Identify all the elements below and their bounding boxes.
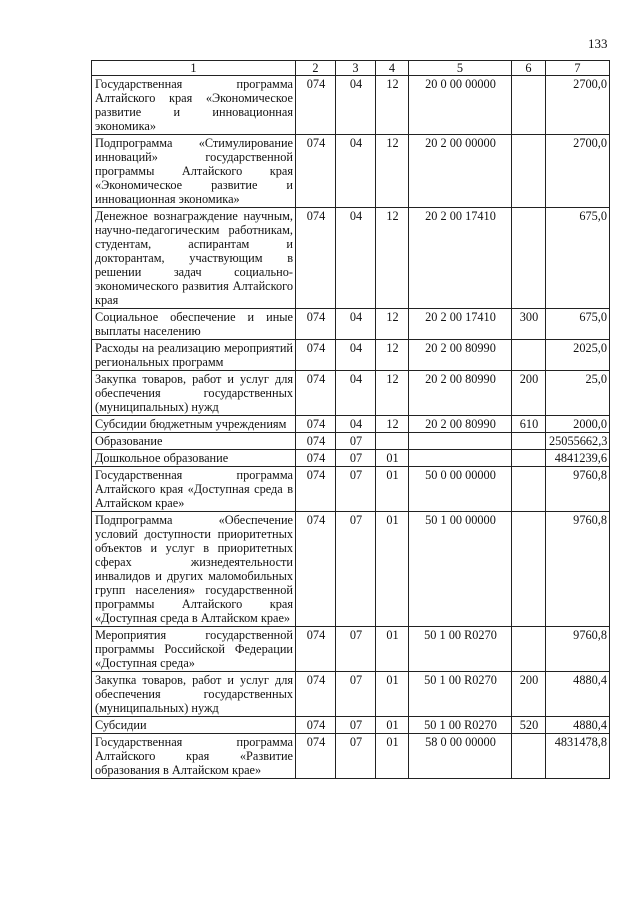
row-ministry: 074 [296,433,336,450]
row-section: 04 [336,309,376,340]
row-ministry: 074 [296,340,336,371]
column-header-amount: 7 [546,61,610,76]
table-row [92,450,610,467]
row-section: 04 [336,371,376,416]
row-target: 20 2 00 80990 [409,416,512,433]
column-header-ministry: 2 [296,61,336,76]
row-amount: 25,0 [546,371,610,416]
row-amount: 2700,0 [546,76,610,135]
row-target: 20 2 00 00000 [409,135,512,208]
row-section: 07 [336,512,376,627]
row-name: Дошкольное образование [92,450,296,467]
row-section: 07 [336,717,376,734]
row-amount: 9760,8 [546,467,610,512]
page-number: 133 [588,36,608,51]
row-section: 07 [336,627,376,672]
row-subsection [376,433,409,450]
row-amount: 675,0 [546,208,610,309]
row-target: 20 2 00 17410 [409,208,512,309]
row-type: 300 [512,309,546,340]
table-row [92,76,610,135]
row-ministry: 074 [296,76,336,135]
table-row [92,717,610,734]
row-ministry: 074 [296,135,336,208]
row-amount: 25055662,3 [546,433,610,450]
table-row [92,135,610,208]
column-header-section: 3 [336,61,376,76]
row-subsection: 01 [376,450,409,467]
row-section: 04 [336,416,376,433]
row-amount: 9760,8 [546,512,610,627]
row-subsection: 12 [376,340,409,371]
row-name: Закупка товаров, работ и услуг для обеспечения государственных (муниципальных) нужд [92,371,296,416]
table-row [92,734,610,779]
row-type [512,433,546,450]
row-section: 07 [336,734,376,779]
row-ministry: 074 [296,512,336,627]
row-amount: 675,0 [546,309,610,340]
row-subsection: 12 [376,135,409,208]
row-type: 200 [512,371,546,416]
row-type [512,627,546,672]
row-type [512,512,546,627]
row-amount: 9760,8 [546,627,610,672]
row-ministry: 074 [296,672,336,717]
row-section: 07 [336,433,376,450]
row-ministry: 074 [296,309,336,340]
column-header-type: 6 [512,61,546,76]
row-type [512,734,546,779]
row-subsection: 01 [376,467,409,512]
table-row [92,672,610,717]
row-target: 50 1 00 R0270 [409,717,512,734]
row-amount: 4880,4 [546,672,610,717]
column-header-target: 5 [409,61,512,76]
row-ministry: 074 [296,467,336,512]
table-row [92,371,610,416]
column-header-subsection: 4 [376,61,409,76]
row-name: Субсидии бюджетным учреждениям [92,416,296,433]
table-row [92,208,610,309]
row-section: 04 [336,76,376,135]
row-name: Подпрограмма «Обеспечение условий доступности приоритетных объектов и услуг в приоритетных сферах жизнедеятельности инвалидов и других маломобильных групп населения» государственной программы Алтайского края «Доступная среда в Алтайском крае» [92,512,296,627]
row-subsection: 01 [376,734,409,779]
row-name: Субсидии [92,717,296,734]
row-target: 50 1 00 00000 [409,512,512,627]
row-section: 04 [336,208,376,309]
row-target: 50 1 00 R0270 [409,627,512,672]
row-name: Социальное обеспечение и иные выплаты населению [92,309,296,340]
row-amount: 2000,0 [546,416,610,433]
row-name: Денежное вознаграждение научным, научно-педагогическим работникам, студентам, аспирантам и докторантам, участвующим в решении задач социально-экономического развития Алтайского края [92,208,296,309]
row-name: Государственная программа Алтайского края «Развитие образования в Алтайском крае» [92,734,296,779]
row-target: 20 2 00 80990 [409,371,512,416]
row-subsection: 12 [376,371,409,416]
row-subsection: 01 [376,717,409,734]
row-name: Государственная программа Алтайского края «Экономическое развитие и инновационная экономика» [92,76,296,135]
column-header-name: 1 [92,61,296,76]
row-type: 520 [512,717,546,734]
row-section: 07 [336,672,376,717]
row-subsection: 12 [376,76,409,135]
row-ministry: 074 [296,734,336,779]
row-type [512,467,546,512]
row-target [409,450,512,467]
row-section: 07 [336,467,376,512]
row-ministry: 074 [296,208,336,309]
table-row [92,416,610,433]
row-ministry: 074 [296,627,336,672]
row-section: 07 [336,450,376,467]
budget-table [91,60,610,779]
row-type [512,208,546,309]
row-amount: 2025,0 [546,340,610,371]
table-row [92,309,610,340]
table-row [92,340,610,371]
table-row [92,433,610,450]
row-name: Расходы на реализацию мероприятий региональных программ [92,340,296,371]
table-row [92,512,610,627]
row-section: 04 [336,340,376,371]
row-type [512,135,546,208]
row-amount: 4841239,6 [546,450,610,467]
row-name: Закупка товаров, работ и услуг для обеспечения государственных (муниципальных) нужд [92,672,296,717]
row-target: 20 0 00 00000 [409,76,512,135]
row-section: 04 [336,135,376,208]
row-ministry: 074 [296,371,336,416]
row-ministry: 074 [296,717,336,734]
row-target: 20 2 00 17410 [409,309,512,340]
row-amount: 4880,4 [546,717,610,734]
row-target: 50 0 00 00000 [409,467,512,512]
table-row [92,627,610,672]
row-type [512,340,546,371]
row-ministry: 074 [296,450,336,467]
row-target: 58 0 00 00000 [409,734,512,779]
row-name: Образование [92,433,296,450]
row-subsection: 01 [376,627,409,672]
header-row [92,61,610,76]
row-target [409,433,512,450]
row-subsection: 12 [376,416,409,433]
row-target: 20 2 00 80990 [409,340,512,371]
row-subsection: 12 [376,309,409,340]
row-type [512,76,546,135]
row-ministry: 074 [296,416,336,433]
row-name: Мероприятия государственной программы Российской Федерации «Доступная среда» [92,627,296,672]
row-name: Государственная программа Алтайского края «Доступная среда в Алтайском крае» [92,467,296,512]
row-subsection: 01 [376,512,409,627]
row-amount: 4831478,8 [546,734,610,779]
row-type: 200 [512,672,546,717]
row-subsection: 01 [376,672,409,717]
row-name: Подпрограмма «Стимулирование инноваций» государственной программы Алтайского края «Экономическое развитие и инновационная экономика» [92,135,296,208]
table-row [92,467,610,512]
row-target: 50 1 00 R0270 [409,672,512,717]
row-type: 610 [512,416,546,433]
row-type [512,450,546,467]
row-amount: 2700,0 [546,135,610,208]
row-subsection: 12 [376,208,409,309]
